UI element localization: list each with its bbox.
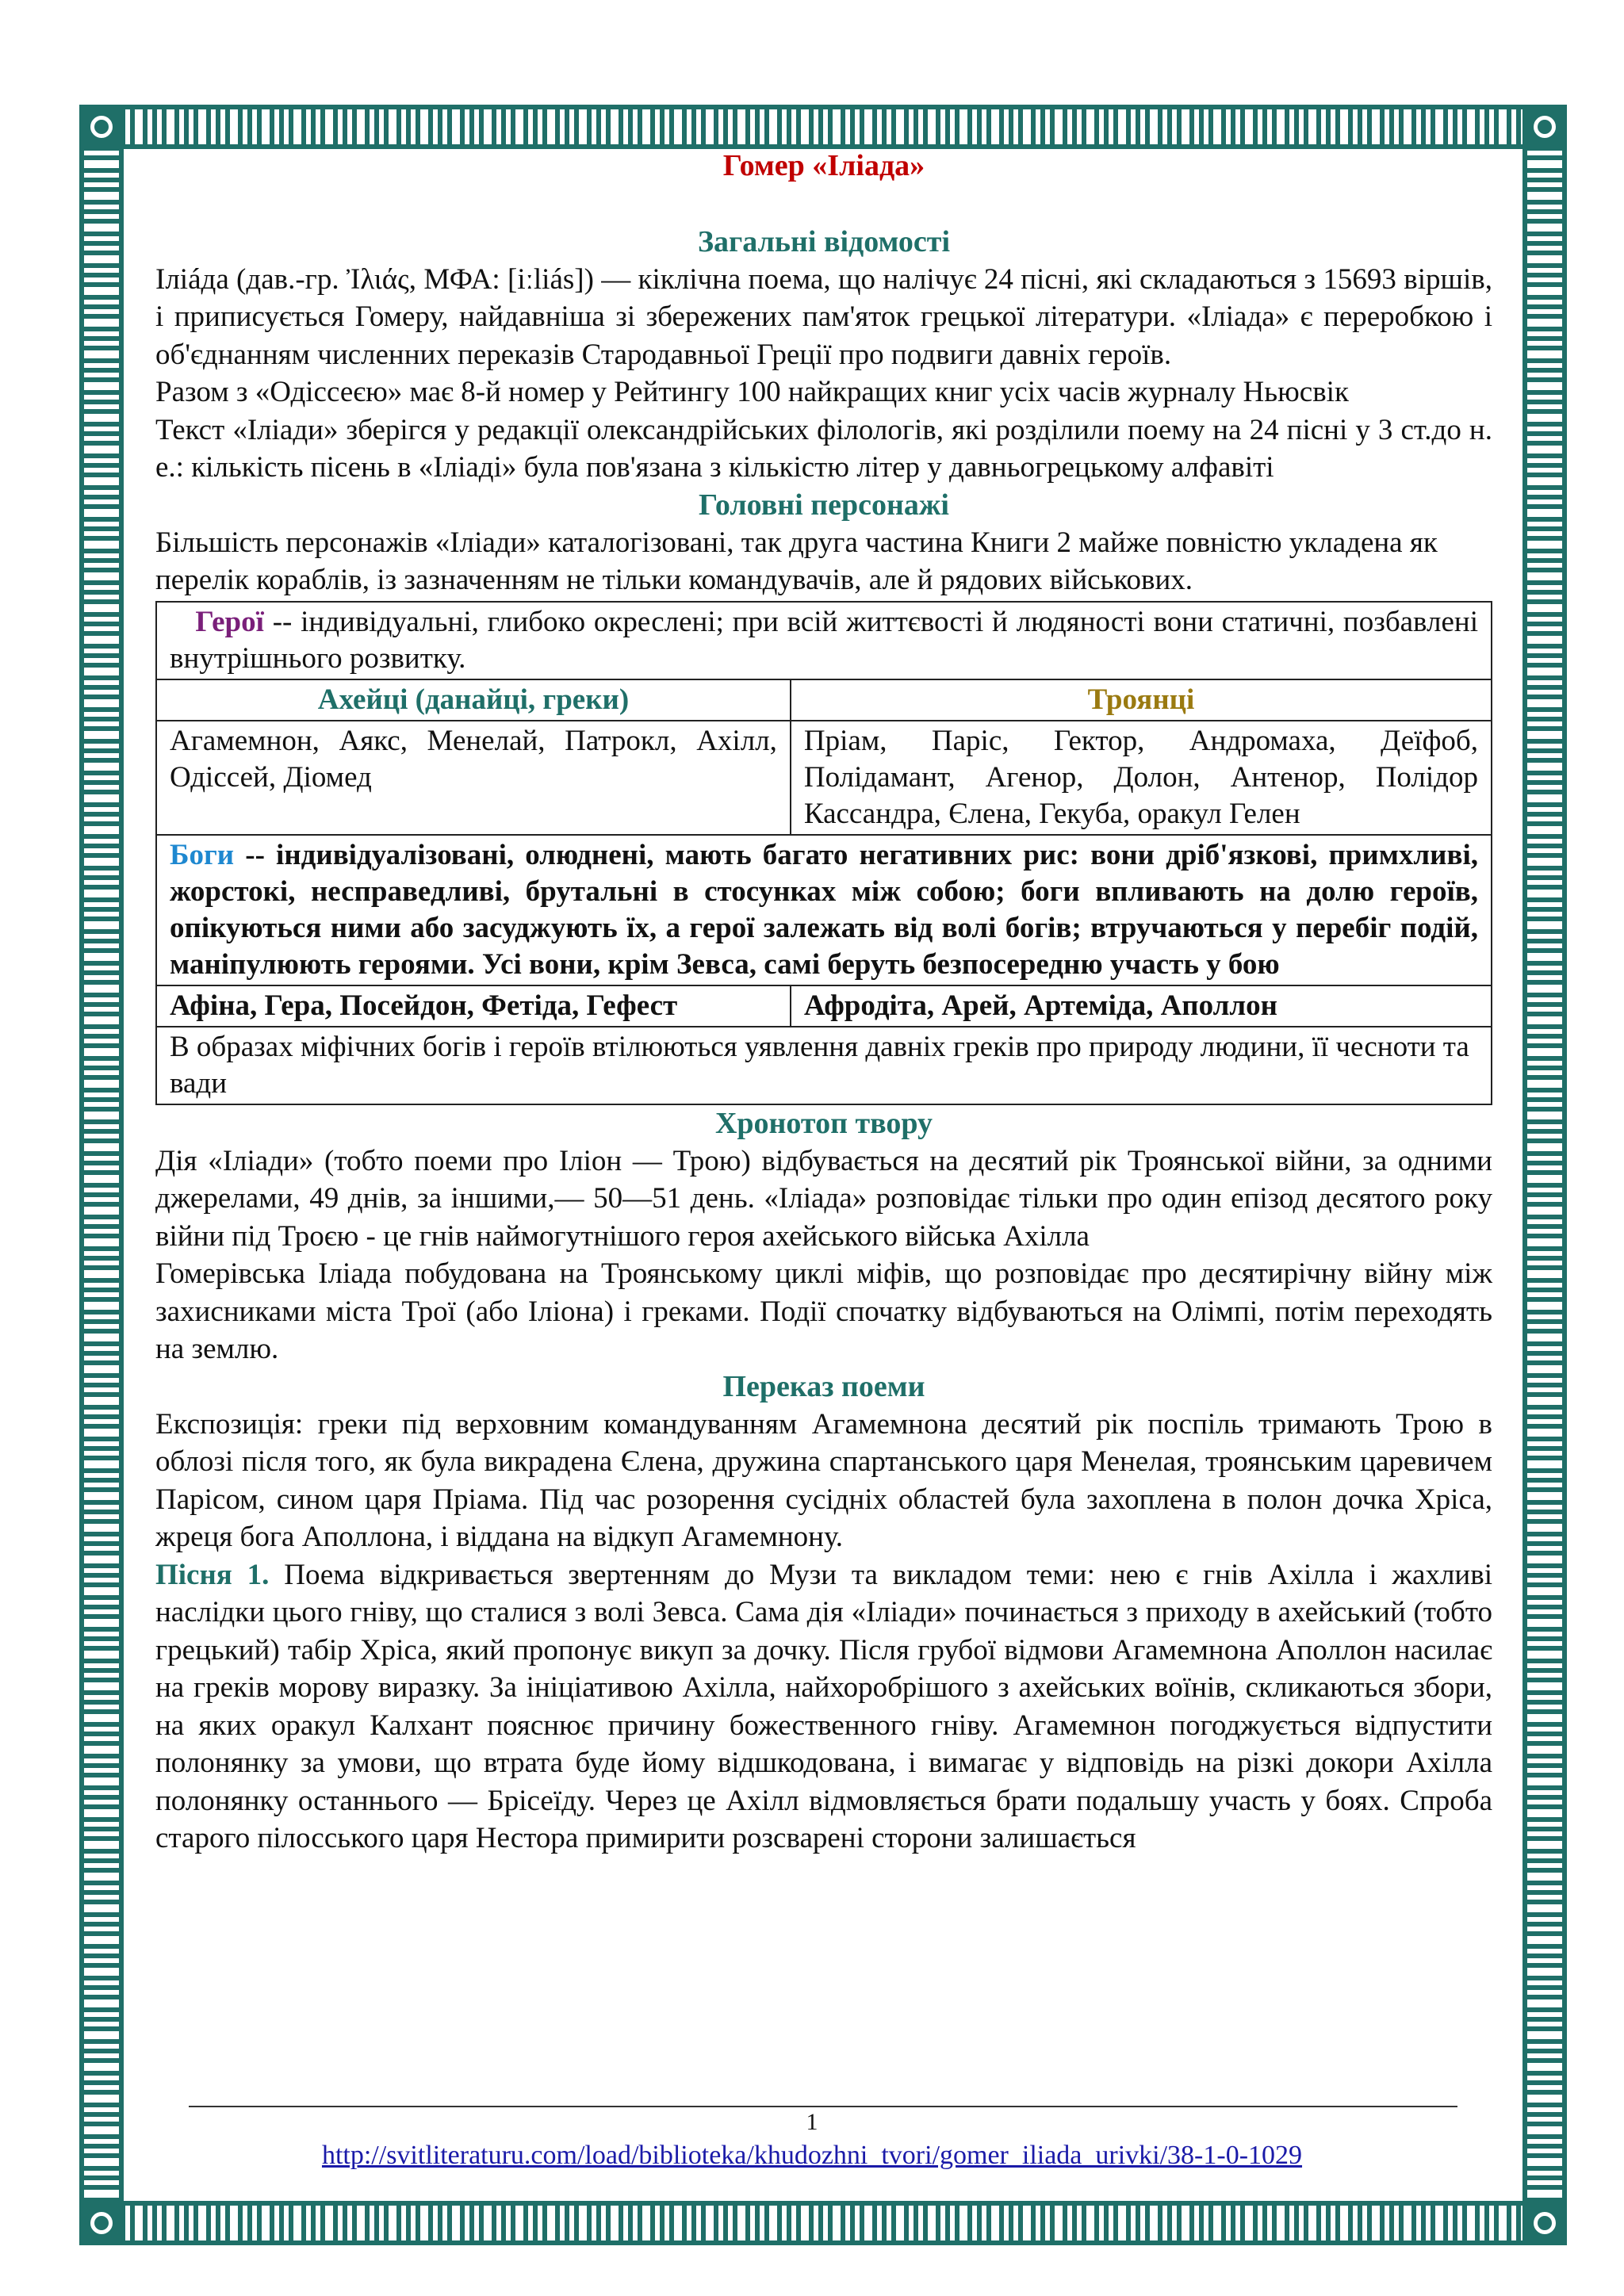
chronotope-paragraph-1: Дія «Іліади» (тобто поеми про Іліон — Трою) відбувається на десятий рік Троянської війни, за одними джерелами, 49 днів, за іншими,— 50—51 день. «Іліада» розповідає тільки про один епізод десятого року війни під Троєю - це гнів наймогутнішого героя ахейського війська Ахілла xyxy=(155,1144,1492,1253)
chronotope-paragraph-2: Гомерівська Іліада побудована на Троянському циклі міфів, що розповідає про десятирічну війну між захисниками міста Трої (або Іліона) і греками. Події спочатку відбуваються на Олімпі, потім переходять на землю. xyxy=(155,1257,1492,1365)
section-heading-characters: Головні персонажі xyxy=(699,488,949,522)
achaeans-heading: Ахейці (данайці, греки) xyxy=(156,679,791,721)
section-heading-general: Загальні відомості xyxy=(697,224,951,258)
trojans-list: Пріам, Паріс, Гектор, Андромаха, Деїфоб, Полідамант, Агенор, Долон, Антенор, Полідор Кассандра, Єлена, Гекуба, оракул Гелен xyxy=(791,721,1492,835)
border-bottom xyxy=(79,2201,1567,2245)
corner-ornament-icon xyxy=(1522,2201,1567,2245)
table-row xyxy=(156,679,1492,721)
gods-cell xyxy=(156,835,1492,985)
section-heading-retelling: Переказ поеми xyxy=(722,1369,925,1403)
table-row xyxy=(156,985,1492,1027)
song-text: Поема відкривається звертенням до Музи та викладом теми: нею є гнів Ахілла і жахливі наслідки цього гніву, що сталися з волі Зевса. Сама дія «Іліади» починається з приходу в ахейський (тобто грецький) табір Хріса, який пропонує викуп за дочку. Після грубої відмови Агамемнона Аполлон насилає на греків морову виразку. За ініціативою Ахілла, найхоробрішого з ахейських воїнів, скликаються збори, на яких оракул Калхант пояснює причину божественного гніву. Агамемнон погоджується відпустити полонянку за умови, що втрата буде йому відшкодована, і вимагає у відповідь на різкі докори Ахілла полонянку останнього — Брісеїду. Через це Ахілл відмовляється брати подальшу участь у боях. Спроба старого пілосського царя Нестора примирити розсварені сторони залишається xyxy=(155,1558,1492,1854)
general-paragraph-1: Іліáда (дав.-гр. Ἰλιάς, МФА: [iːliás]) — кіклічна поема, що налічує 24 пісні, які складаються з 15693 віршів, і приписується Гомеру, найдавніша зі збережених пам'яток грецької літератури. «Іліада» є переробкою і об'єднанням численних переказів Стародавньої Греції про подвиги давніх героїв. xyxy=(155,262,1492,371)
table-row xyxy=(156,721,1492,835)
general-paragraph-3: Текст «Іліади» зберігся у редакції олександрійських філологів, які розділили поему на 24 пісні у 3 ст.до н. е.: кількість пісень в «Іліаді» була пов'язана з кількістю літер у давньогрецькому алфавіті xyxy=(155,413,1492,484)
closing-cell: В образах міфічних богів і героїв втілюються уявлення давніх греків про природу людини, її чесноти та вади xyxy=(156,1027,1492,1104)
achaeans-list: Агамемнон, Аякс, Менелай, Патрокл, Ахілл, Одіссей, Діомед xyxy=(156,721,791,835)
page-title: Гомер «Іліада» xyxy=(722,149,925,182)
table-row xyxy=(156,1027,1492,1104)
heroes-label: Герої xyxy=(195,605,264,638)
document-body xyxy=(155,147,1492,1858)
border-top xyxy=(79,105,1567,149)
characters-table xyxy=(155,601,1492,1105)
source-link[interactable]: http://svitliteraturu.com/load/biblioteka/khudozhni_tvori/gomer_iliada_urivki/38-1-0-1029 xyxy=(321,2141,1303,2170)
heroes-cell xyxy=(156,602,1492,679)
trojans-heading: Троянці xyxy=(791,679,1492,721)
retelling-song-1 xyxy=(155,1556,1492,1858)
gods-description: -- індивідуалізовані, олюднені, мають багато негативних рис: вони дріб'язкові, примхливі, жорстокі, несправедливі, брутальні в стосунках між собою; боги впливають на долю героїв, опікуються ними або засуджують їх, а герої залежать від волі богів; втручаються у перебіг подій, маніпулюють героями. Усі вони, крім Зевса, самі беруть безпосередню участь у бою xyxy=(170,838,1478,981)
corner-ornament-icon xyxy=(79,2201,124,2245)
border-right xyxy=(1522,105,1567,2245)
gods-label: Боги xyxy=(170,838,235,871)
retelling-paragraph-1: Експозиція: греки під верховним командуванням Агамемнона десятий рік поспіль тримають Трою в облозі після того, як була викрадена Єлена, дружина спартанського царя Менелая, троянським царевичем Парісом, сином царя Пріама. Під час розорення сусідніх областей була захоплена в полон дочка Хріса, жреця бога Аполлона, і віддана на відкуп Агамемнону. xyxy=(155,1407,1492,1553)
corner-ornament-icon xyxy=(1522,105,1567,149)
gods-greek-side: Афіна, Гера, Посейдон, Фетіда, Гефест xyxy=(156,985,791,1027)
characters-intro: Більшість персонажів «Іліади» каталогізовані, так друга частина Книги 2 майже повністю укладена як перелік кораблів, із зазначенням не тільки командувачів, але й рядових військових. xyxy=(155,526,1438,596)
song-label: Пісня 1. xyxy=(155,1558,270,1591)
border-left xyxy=(79,105,124,2245)
section-heading-chronotope: Хронотоп твору xyxy=(714,1106,933,1140)
table-row xyxy=(156,602,1492,679)
table-row xyxy=(156,835,1492,985)
heroes-description: -- індивідуальні, глибоко окреслені; при всій життєвості й людяності вони статичні, позбавлені внутрішнього розвитку. xyxy=(170,605,1479,675)
general-paragraph-2: Разом з «Одіссеєю» має 8-й номер у Рейтингу 100 найкращих книг усіх часів журналу Ньюсвік xyxy=(155,376,1349,408)
page-number: 1 xyxy=(806,2109,818,2135)
corner-ornament-icon xyxy=(79,105,124,149)
gods-trojan-side: Афродіта, Арей, Артеміда, Аполлон xyxy=(791,985,1492,1027)
footer-divider xyxy=(189,2106,1457,2107)
